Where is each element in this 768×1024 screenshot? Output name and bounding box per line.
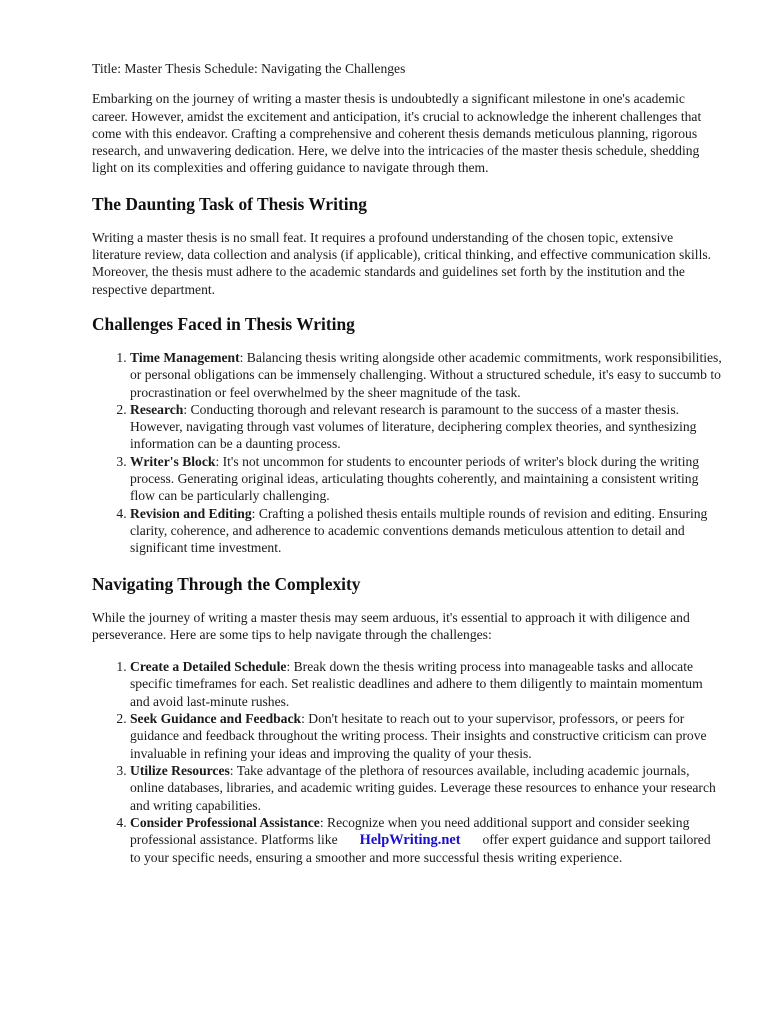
list-item-text-after: offer expert guidance and support tailored to your specific needs, ensuring a smoother and more successful thesis writing experience. xyxy=(130,832,711,866)
section-heading-challenges: Challenges Faced in Thesis Writing xyxy=(92,313,355,334)
document-title-line: Title: Master Thesis Schedule: Navigating the Challenges xyxy=(92,61,406,76)
list-item xyxy=(130,710,722,762)
list-item-term: Revision and Editing xyxy=(130,505,252,521)
list-item-term: Utilize Resources xyxy=(130,762,230,778)
daunting-task-paragraph: Writing a master thesis is no small feat. It requires a profound understanding of the chosen topic, extensive literature review, data collection and analysis (if applicable), critical thinking, and effective communication skills. Moreover, the thesis must adhere to the academic standards and guidelines set forth by the institution and the respective department. xyxy=(92,229,712,297)
tips-list xyxy=(92,658,722,867)
list-item-text: : Break down the thesis writing process into manageable tasks and allocate specific timeframes for each. Set realistic deadlines and adhere to them diligently to maintain momentum and avoid last-minute rushes. xyxy=(130,659,703,709)
list-item xyxy=(130,453,722,505)
challenges-list xyxy=(92,349,722,557)
list-item-text: : Don't hesitate to reach out to your supervisor, professors, or peers for guidance and feedback throughout the writing process. Their insights and constructive criticism can prove invaluable in refining your ideas and improving the quality of your thesis. xyxy=(130,711,707,761)
helpwriting-link[interactable]: HelpWriting.net xyxy=(359,832,461,849)
list-item-term: Research xyxy=(130,401,184,417)
list-item-term: Writer's Block xyxy=(130,453,216,469)
list-item-term: Create a Detailed Schedule xyxy=(130,659,287,675)
document-page xyxy=(92,60,722,883)
intro-paragraph: Embarking on the journey of writing a master thesis is undoubtedly a significant milestone in one's academic career. However, amidst the excitement and anticipation, it's crucial to acknowledge the inherent challenges that come with this endeavor. Crafting a comprehensive and coherent thesis demands meticulous planning, rigorous research, and unwavering dedication. Here, we delve into the intricacies of the master thesis schedule, shedding light on its complexities and offering guidance to navigate through them. xyxy=(92,91,702,176)
list-item-text: : Crafting a polished thesis entails multiple rounds of revision and editing. Ensuring clarity, coherence, and adherence to academic conventions demands meticulous attention to detail and significant time investment. xyxy=(130,505,708,556)
list-item-text: : Conducting thorough and relevant research is paramount to the success of a master thesis. However, navigating through vast volumes of literature, deciphering complex theories, and synthesizing information can be a daunting process. xyxy=(130,401,697,452)
section-heading-navigating: Navigating Through the Complexity xyxy=(92,573,361,594)
list-item xyxy=(130,401,722,453)
list-item-text: : Balancing thesis writing alongside other academic commitments, work responsibilities, or personal obligations can be immensely challenging. Without a structured schedule, it's easy to succumb to procrastination or feel overwhelmed by the sheer magnitude of the task. xyxy=(130,349,722,400)
list-item-term: Seek Guidance and Feedback xyxy=(130,711,302,727)
list-item xyxy=(130,814,722,867)
list-item-term: Consider Professional Assistance xyxy=(130,814,320,830)
navigating-paragraph: While the journey of writing a master thesis may seem arduous, it's essential to approach it with diligence and perseverance. Here are some tips to help navigate through the challenges: xyxy=(92,609,690,642)
list-item-term: Time Management xyxy=(130,349,240,365)
list-item-text: : Take advantage of the plethora of resources available, including academic journals, online databases, libraries, and academic writing guides. Leverage these resources to enhance your research and writing capabilities. xyxy=(130,762,716,813)
list-item xyxy=(130,505,722,557)
list-item xyxy=(130,658,722,710)
section-heading-daunting-task: The Daunting Task of Thesis Writing xyxy=(92,193,367,214)
list-item-text: : It's not uncommon for students to encounter periods of writer's block during the writing process. Generating original ideas, articulating thoughts coherently, and maintaining a consistent writing flow can be particularly challenging. xyxy=(130,453,700,504)
list-item-text: : Recognize when you need additional support and consider seeking professional assistance. Platforms like xyxy=(130,814,690,848)
list-item xyxy=(130,762,722,814)
list-item xyxy=(130,349,722,401)
